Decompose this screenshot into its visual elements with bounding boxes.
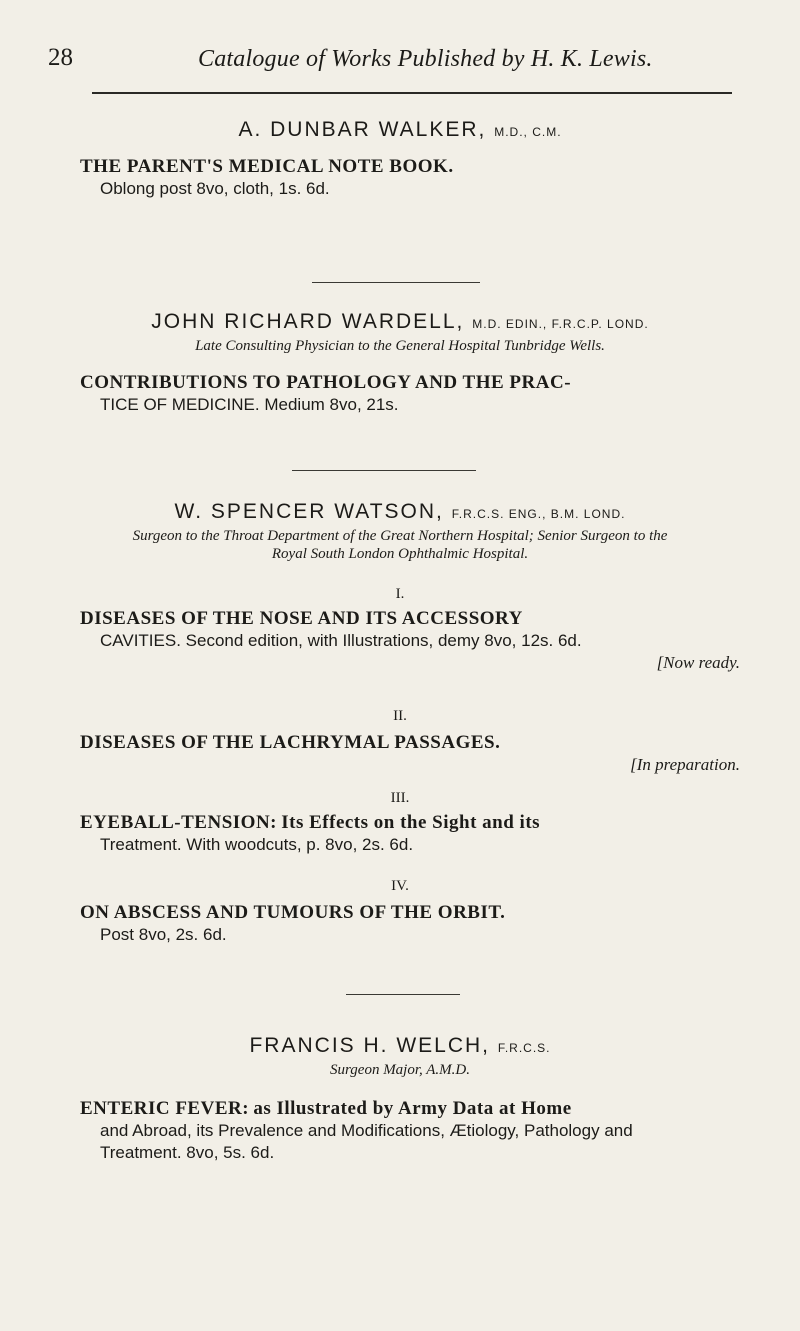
work-details: Treatment. With woodcuts, p. 8vo, 2s. 6d.: [100, 835, 414, 854]
work-entry: [80, 372, 740, 416]
work-title-continued: TICE OF MEDICINE.: [100, 395, 260, 414]
work-details: Second edition, with Illustrations, demy 8vo, 12s. 6d.: [185, 631, 582, 650]
author-heading-watson: [0, 500, 800, 524]
author-credentials: M.D. EDIN., F.R.C.P. LOND.: [472, 317, 649, 331]
work-title-continued: CAVITIES.: [100, 631, 181, 650]
work-title: DISEASES OF THE LACHRYMAL PASSAGES.: [80, 732, 501, 753]
page-number: 28: [48, 44, 73, 71]
work-title: DISEASES OF THE NOSE AND ITS ACCESSORY: [80, 608, 523, 629]
work-numeral: III.: [390, 790, 410, 806]
author-subtitle-line2: Royal South London Ophthalmic Hospital.: [271, 546, 529, 562]
work-title-continued: Its Effects on the Sight and its: [281, 812, 541, 833]
work-details: Oblong post 8vo, cloth, 1s. 6d.: [100, 179, 330, 198]
author-heading-welch: [0, 1034, 800, 1058]
section-divider: [292, 470, 476, 471]
work-title-continued: as Illustrated by Army Data at Home: [253, 1098, 572, 1119]
work-entry: [80, 1098, 740, 1164]
author-subtitle: Surgeon Major, A.M.D.: [330, 1062, 470, 1078]
work-status: [Now ready.: [656, 653, 740, 672]
work-details-line1: and Abroad, its Prevalence and Modifications, Ætiology, Pathology and: [100, 1121, 633, 1140]
author-heading-wardell: [0, 310, 800, 334]
author-credentials: M.D., C.M.: [494, 125, 562, 139]
work-numeral: IV.: [391, 878, 409, 894]
work-details-line2: Treatment. 8vo, 5s. 6d.: [100, 1143, 275, 1162]
section-divider: [346, 994, 460, 995]
work-entry: [80, 156, 740, 200]
work-title: ENTERIC FEVER:: [80, 1098, 250, 1119]
section-divider: [312, 282, 480, 283]
work-entry: [80, 608, 740, 674]
author-name: W. SPENCER WATSON,: [174, 500, 444, 523]
author-subtitle: Late Consulting Physician to the General Hospital Tunbridge Wells.: [195, 338, 605, 354]
page-header: [48, 44, 748, 84]
work-details: Post 8vo, 2s. 6d.: [100, 925, 227, 944]
work-entry: [80, 902, 740, 946]
work-numeral: I.: [395, 586, 405, 602]
work-title: ON ABSCESS AND TUMOURS OF THE ORBIT.: [80, 902, 506, 923]
work-status: [In preparation.: [630, 755, 740, 774]
author-name: A. DUNBAR WALKER,: [238, 118, 487, 141]
work-title: THE PARENT'S MEDICAL NOTE BOOK.: [80, 156, 454, 177]
author-heading-walker: [0, 118, 800, 142]
running-title: Catalogue of Works Published by H. K. Lewis.: [198, 46, 653, 72]
author-subtitle-line1: Surgeon to the Throat Department of the Great Northern Hospital; Senior Surgeon to the: [132, 528, 668, 544]
work-title: CONTRIBUTIONS TO PATHOLOGY AND THE PRAC-: [80, 372, 572, 393]
author-credentials: F.R.C.S. ENG., B.M. LOND.: [451, 507, 626, 521]
header-rule: [92, 92, 732, 94]
work-details: Medium 8vo, 21s.: [264, 395, 399, 414]
work-entry: [80, 812, 740, 856]
work-entry: [80, 732, 740, 776]
author-name: FRANCIS H. WELCH,: [249, 1034, 490, 1057]
author-credentials: F.R.C.S.: [497, 1041, 551, 1055]
work-numeral: II.: [393, 708, 407, 724]
author-name: JOHN RICHARD WARDELL,: [151, 310, 465, 333]
work-title: EYEBALL-TENSION:: [80, 812, 277, 833]
